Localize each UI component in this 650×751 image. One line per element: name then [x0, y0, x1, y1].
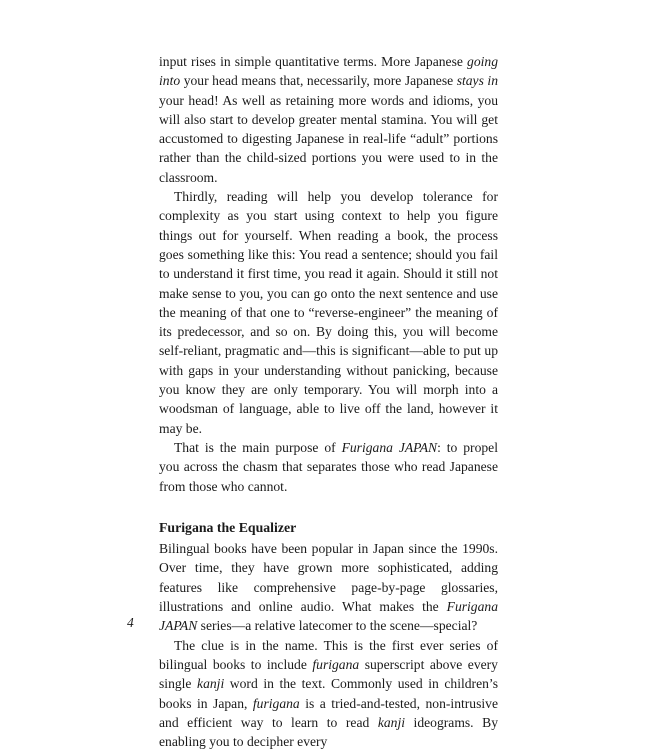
paragraph-input-rises: input rises in simple quantitative terms. More Japanese going into your head means that, necessarily, more Japanese stays in your head! As well as retaining more words and idioms, you will also start to develop greater mental stamina. You will get accustomed to digesting Japanese in real-life “adult” portions rather than the child-sized portions you were used to in the classroom.: [159, 54, 498, 185]
page-number: 4: [127, 615, 134, 630]
paragraph-main-purpose: That is the main purpose of Furigana JAPAN: to propel you across the chasm that separates those who read Japanese from those who cannot.: [159, 439, 498, 494]
paragraph-the-clue: The clue is in the name. This is the first ever series of bilingual books to include furigana superscript above every single kanji word in the text. Commonly used in children’s books in Japan, furigana is a tried-and-tested, non-intrusive and efficient way to learn to read kanji ideograms. By enabling you to decipher every: [159, 637, 498, 750]
body-text: [159, 52, 498, 751]
paragraph-thirdly: Thirdly, reading will help you develop tolerance for complexity as you start using context to help you figure things out for yourself. When reading a book, the process goes something like this: You read a sentence; should you fail to understand it first time, you read it again. Should it still not make sense to you, you can go onto the next sentence and use the meaning of that one to “reverse-engineer” the meaning of its predecessor, and so on. By doing this, you will become self-reliant, pragmatic and—this is significant—able to put up with gaps in your understanding without panicking, because you know they are only temporary. You will morph into a woodsman of language, able to live off the land, however it may be.: [159, 189, 498, 436]
section-heading: Furigana the Equalizer: [159, 519, 297, 535]
paragraph-bilingual-books: Bilingual books have been popular in Japan since the 1990s. Over time, they have grown more sophisticated, adding features like comprehensive page-by-page glossaries, illustrations and online audio. What makes the Furigana JAPAN series—a relative latecomer to the scene—special?: [159, 541, 498, 634]
